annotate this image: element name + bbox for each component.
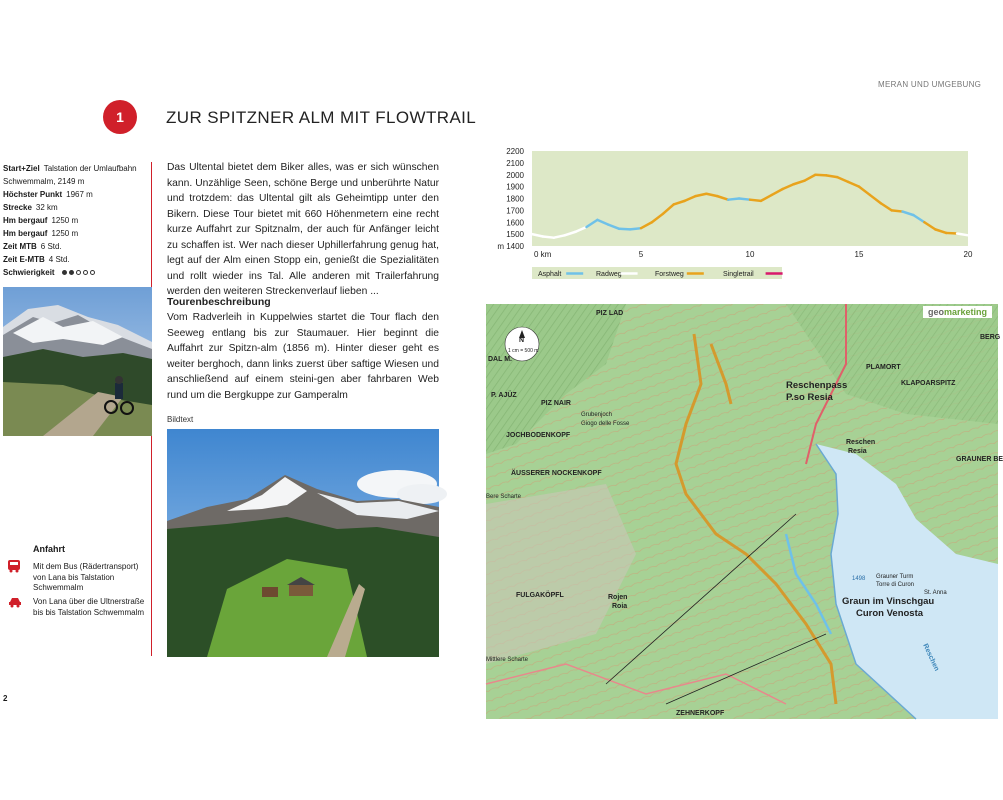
difficulty-dot-empty (76, 270, 81, 275)
map-label-plamort: PLAMORT (866, 364, 901, 371)
fact-ascent-2: Hm bergauf 1250 m (3, 229, 79, 238)
region-label: MERAN UND UMGEBUNG (878, 80, 982, 89)
legend-label: Forstweg (655, 271, 684, 278)
anfahrt-heading: Anfahrt (33, 544, 65, 554)
north-label: N (519, 337, 525, 344)
difficulty-rating (62, 270, 95, 275)
difficulty-dot-filled (69, 270, 74, 275)
elevation-segment (619, 229, 630, 230)
fact-time-mtb: Zeit MTB 6 Std. (3, 242, 62, 251)
elevation-segment (946, 233, 957, 234)
y-tick-label: 2100 (506, 158, 524, 168)
map-label-scharte: Bere Scharte (486, 494, 522, 500)
map-label-dal: DAL M. (488, 356, 512, 363)
bus-icon (7, 559, 21, 573)
fact-highest: Höchster Punkt 1967 m (3, 190, 93, 199)
map-scale: 1 cm = 500 m (508, 348, 539, 354)
map-label-grubenjoch: Grubenjoch (581, 412, 613, 418)
elevation-chart (480, 143, 980, 283)
map-label-jochbodenkopf: JOCHBODENKOPF (506, 432, 571, 439)
fact-difficulty: Schwierigkeit (3, 266, 153, 279)
elevation-segment (630, 228, 641, 229)
map-label-resia: Resia (848, 448, 867, 455)
map-label-p-so-resia: P.so Resia (786, 392, 833, 403)
difficulty-dot-empty (90, 270, 95, 275)
x-tick-label: 10 (745, 250, 755, 259)
description-paragraph: Vom Radverleih in Kuppelwies startet die Tour flach den Seeweg entlang bis zur Staumauer. Hier beginnt die Auffahrt zur Spitzn-alm (1856 m). Hinter dieser geht es weiter berghoch, dann links zuerst über saftige Wiesen und anschließend auf einem steini-gen aber fahrbaren Web rund um die Bergkuppe zur Gamperalm (167, 312, 439, 401)
x-tick-label: 15 (854, 250, 864, 259)
map-label-ajuz: P. AJÜZ (491, 392, 517, 399)
map-label-1498: 1498 (852, 576, 866, 582)
map-label-graun: Graun im Vinschgau (842, 596, 935, 607)
y-tick-label: m 1400 (497, 242, 524, 251)
elevation-segment (815, 175, 826, 176)
intro-paragraph: Das Ultental bietet dem Biker alles, was er sich wünschen kann. Unzählige Seen, schöne Berge und unberührte Natur und trotzdem: das Ultental gilt als Geheimtipp unter den Bikern. Diese Tour bietet mit 660 Höhenmetern eine recht kurze Auffahrt zur Spitznalm, der auch für Anfänger leicht zu schaffen ist. Wer nach dieser Uphillerfahrung genug hat, legt auf der Alm einen Stopp ein, genießt die Spezialitäten und rollt wieder ins Tal. Alle anderen mit Trailerfahrung werden den weiteren Streckenverlauf lieben ... (167, 162, 439, 297)
map-label-fulgakopfl: FULGAKÖPFL (516, 592, 564, 599)
map-label-ausserer: ÄUSSERER NOCKENKOPF (511, 470, 602, 477)
anfahrt-car-text: Von Lana über die Ultnerstraße bis bis Talstation Schwemmalm (33, 597, 145, 617)
map-label-torre: Torre di Curon (876, 582, 915, 588)
map-label-berg: BERG (980, 334, 1001, 341)
elevation-segment (543, 237, 554, 238)
legend-label: Radweg (596, 271, 622, 278)
map-label-reschen: Reschen (846, 439, 876, 446)
map-label-piz-lad: PIZ LAD (596, 310, 624, 317)
fact-distance: Strecke 32 km (3, 203, 58, 212)
map-label-turm: Grauner Turm (876, 574, 914, 580)
elevation-segment (728, 199, 739, 200)
x-tick-label: 5 (638, 250, 644, 259)
photo-caption: Bildtext (167, 415, 194, 424)
x-tick-label: 20 (963, 250, 973, 259)
fact-ascent: Hm bergauf 1250 m (3, 216, 79, 225)
y-tick-label: 1800 (506, 194, 524, 204)
page-number: 2 (3, 694, 8, 703)
elevation-segment (892, 210, 903, 211)
legend-label: Asphalt (538, 271, 562, 278)
map-label-klapoar: KLAPOARSPITZ (901, 380, 956, 387)
y-tick-label: 2200 (506, 147, 524, 156)
difficulty-dot-filled (62, 270, 67, 275)
difficulty-dot-empty (83, 270, 88, 275)
map-label-grauner: GRAUNER BE (956, 456, 1003, 463)
anfahrt-bus-text: Mit dem Bus (Rädertransport) von Lana bis Talstation Schwemmalm (33, 562, 139, 592)
y-tick-label: 1700 (506, 206, 524, 216)
elevation-segment (957, 234, 968, 236)
elevation-segment (750, 200, 761, 201)
alm-photo (167, 429, 439, 657)
map-label-lake: Reschen (921, 642, 940, 673)
elevation-segment (739, 199, 750, 200)
tour-number-badge: 1 (103, 100, 137, 134)
fact-time-emtb: Zeit E-MTB 4 Std. (3, 255, 70, 264)
y-tick-label: 1600 (506, 218, 524, 228)
tour-facts (3, 162, 153, 279)
legend-label: Singletrail (723, 271, 754, 278)
map-label-reschenpass: Reschenpass (786, 380, 848, 391)
y-tick-label: 1900 (506, 182, 524, 192)
map-label-rojen: Rojen (608, 594, 628, 601)
car-icon (8, 596, 22, 608)
y-tick-label: 2000 (506, 170, 524, 180)
map-label-mittlere: Mittlere Scharte (486, 657, 529, 663)
description-heading: Tourenbeschreibung (167, 296, 271, 308)
map-label-stanna: St. Anna (924, 590, 947, 596)
y-tick-label: 1500 (506, 230, 524, 240)
x-tick-label: 0 km (534, 250, 552, 259)
page-title: ZUR SPITZNER ALM MIT FLOWTRAIL (166, 108, 477, 127)
map-label-piz-nair: PIZ NAIR (541, 400, 571, 407)
map-label-curon: Curon Venosta (856, 608, 924, 619)
geomarketing-logo: geomarketing (923, 306, 992, 318)
map-label-zehner: ZEHNERKOPF (676, 710, 725, 717)
route-map (486, 304, 1003, 719)
map-label-giogo: Giogo delle Fosse (581, 421, 630, 427)
biker-photo (3, 287, 152, 436)
elevation-segment (826, 175, 837, 177)
map-label-roia: Roia (612, 603, 628, 610)
map-background (486, 304, 1001, 719)
fact-start: Start+Ziel Talstation der Umlaufbahn Schwemmalm, 2149 m (3, 164, 137, 186)
